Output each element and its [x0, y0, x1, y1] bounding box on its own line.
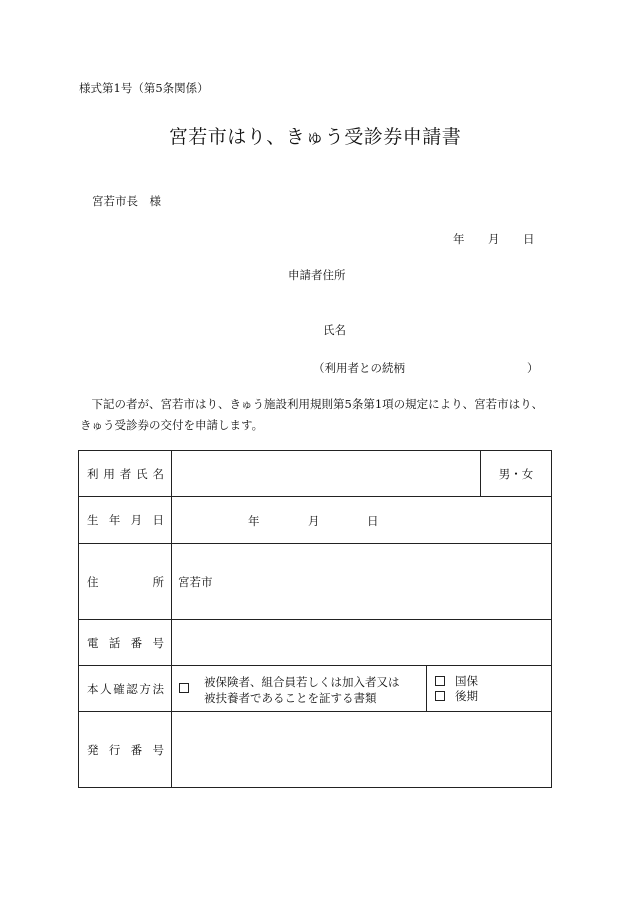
address-label	[79, 574, 171, 590]
birth-label-cell	[79, 497, 172, 544]
label-char: 認	[126, 681, 138, 696]
insurance-option-kouki[interactable]	[435, 689, 551, 704]
label-char: 月	[130, 513, 143, 527]
relation-label: （利用者との続柄	[313, 361, 405, 375]
label-char: 用	[103, 466, 115, 481]
row-phone	[79, 620, 552, 666]
checkbox[interactable]	[435, 676, 445, 686]
issue-number-field[interactable]	[172, 712, 552, 788]
address-field[interactable]	[172, 544, 552, 620]
phone-label	[79, 635, 171, 651]
phone-label-cell	[79, 620, 172, 666]
label-char: 日	[152, 513, 164, 527]
label-char: 年	[108, 513, 121, 527]
label-char: 者	[119, 466, 132, 481]
id-option-line2: 被扶養者であることを証する書類	[204, 691, 377, 705]
row-id-method	[79, 666, 552, 712]
application-table	[78, 450, 552, 788]
relation-close: ）	[527, 361, 539, 375]
applicant-address-label: 申請者住所	[288, 268, 346, 282]
addressee: 宮若市長 様	[92, 194, 161, 208]
id-method-field	[172, 666, 552, 712]
row-address	[79, 544, 552, 620]
user-name-label-cell	[79, 451, 172, 497]
address-label-right: 所	[152, 574, 164, 589]
label-char: 利	[87, 466, 99, 481]
label-char: 行	[108, 742, 121, 757]
issue-label	[79, 742, 171, 758]
insurance-option-label: 後期	[455, 688, 478, 703]
birth-year-label: 年	[248, 514, 260, 528]
checkbox[interactable]	[179, 683, 189, 693]
label-char: 話	[108, 635, 121, 650]
date-month-label: 月	[488, 232, 500, 246]
label-char: 本	[87, 681, 99, 696]
insurance-option-kokuho[interactable]	[435, 674, 551, 689]
label-char: 号	[152, 742, 164, 757]
gender-field[interactable]: 男・女	[481, 451, 552, 497]
label-char: 番	[130, 635, 143, 650]
applicant-name-label: 氏名	[323, 323, 346, 337]
id-method-inner	[172, 666, 551, 711]
checkbox[interactable]	[435, 691, 445, 701]
user-name-label	[79, 466, 171, 482]
row-user-name	[79, 451, 552, 497]
label-char: 方	[139, 681, 151, 696]
label-char: 人	[100, 681, 112, 696]
label-char: 生	[87, 513, 99, 527]
birth-month-label: 月	[308, 514, 320, 528]
row-issue-number	[79, 712, 552, 788]
form-number: 様式第1号（第5条関係）	[79, 81, 209, 95]
label-char: 発	[87, 742, 99, 757]
label-char: 号	[152, 635, 164, 650]
label-char: 法	[152, 681, 164, 696]
birth-label	[79, 512, 171, 528]
address-value: 宮若市	[178, 574, 213, 589]
page-title: 宮若市はり、きゅう受診券申請書	[168, 126, 462, 148]
row-birthdate	[79, 497, 552, 544]
label-char: 電	[87, 635, 99, 650]
id-document-option	[172, 666, 427, 711]
label-char: 名	[152, 466, 164, 481]
application-statement: 下記の者が、宮若市はり、きゅう施設利用規則第5条第1項の規定により、宮若市はり、きゅう受診券の交付を申請します。	[80, 397, 544, 432]
phone-field[interactable]	[172, 620, 552, 666]
address-label-left: 住	[87, 574, 99, 589]
id-option-line1: 被保険者、組合員若しくは加入者又は	[204, 675, 400, 689]
label-char: 確	[113, 681, 125, 696]
user-name-field[interactable]	[172, 451, 481, 497]
date-year-label: 年	[453, 232, 465, 246]
birthdate-field[interactable]	[172, 497, 552, 544]
insurance-option-label: 国保	[455, 673, 478, 688]
insurance-type-options	[427, 666, 551, 711]
birth-day-label: 日	[367, 514, 379, 528]
date-day-label: 日	[523, 232, 535, 246]
address-label-cell	[79, 544, 172, 620]
id-label	[79, 681, 171, 697]
label-char: 氏	[136, 466, 148, 481]
id-label-cell	[79, 666, 172, 712]
issue-label-cell	[79, 712, 172, 788]
label-char: 番	[130, 742, 143, 757]
